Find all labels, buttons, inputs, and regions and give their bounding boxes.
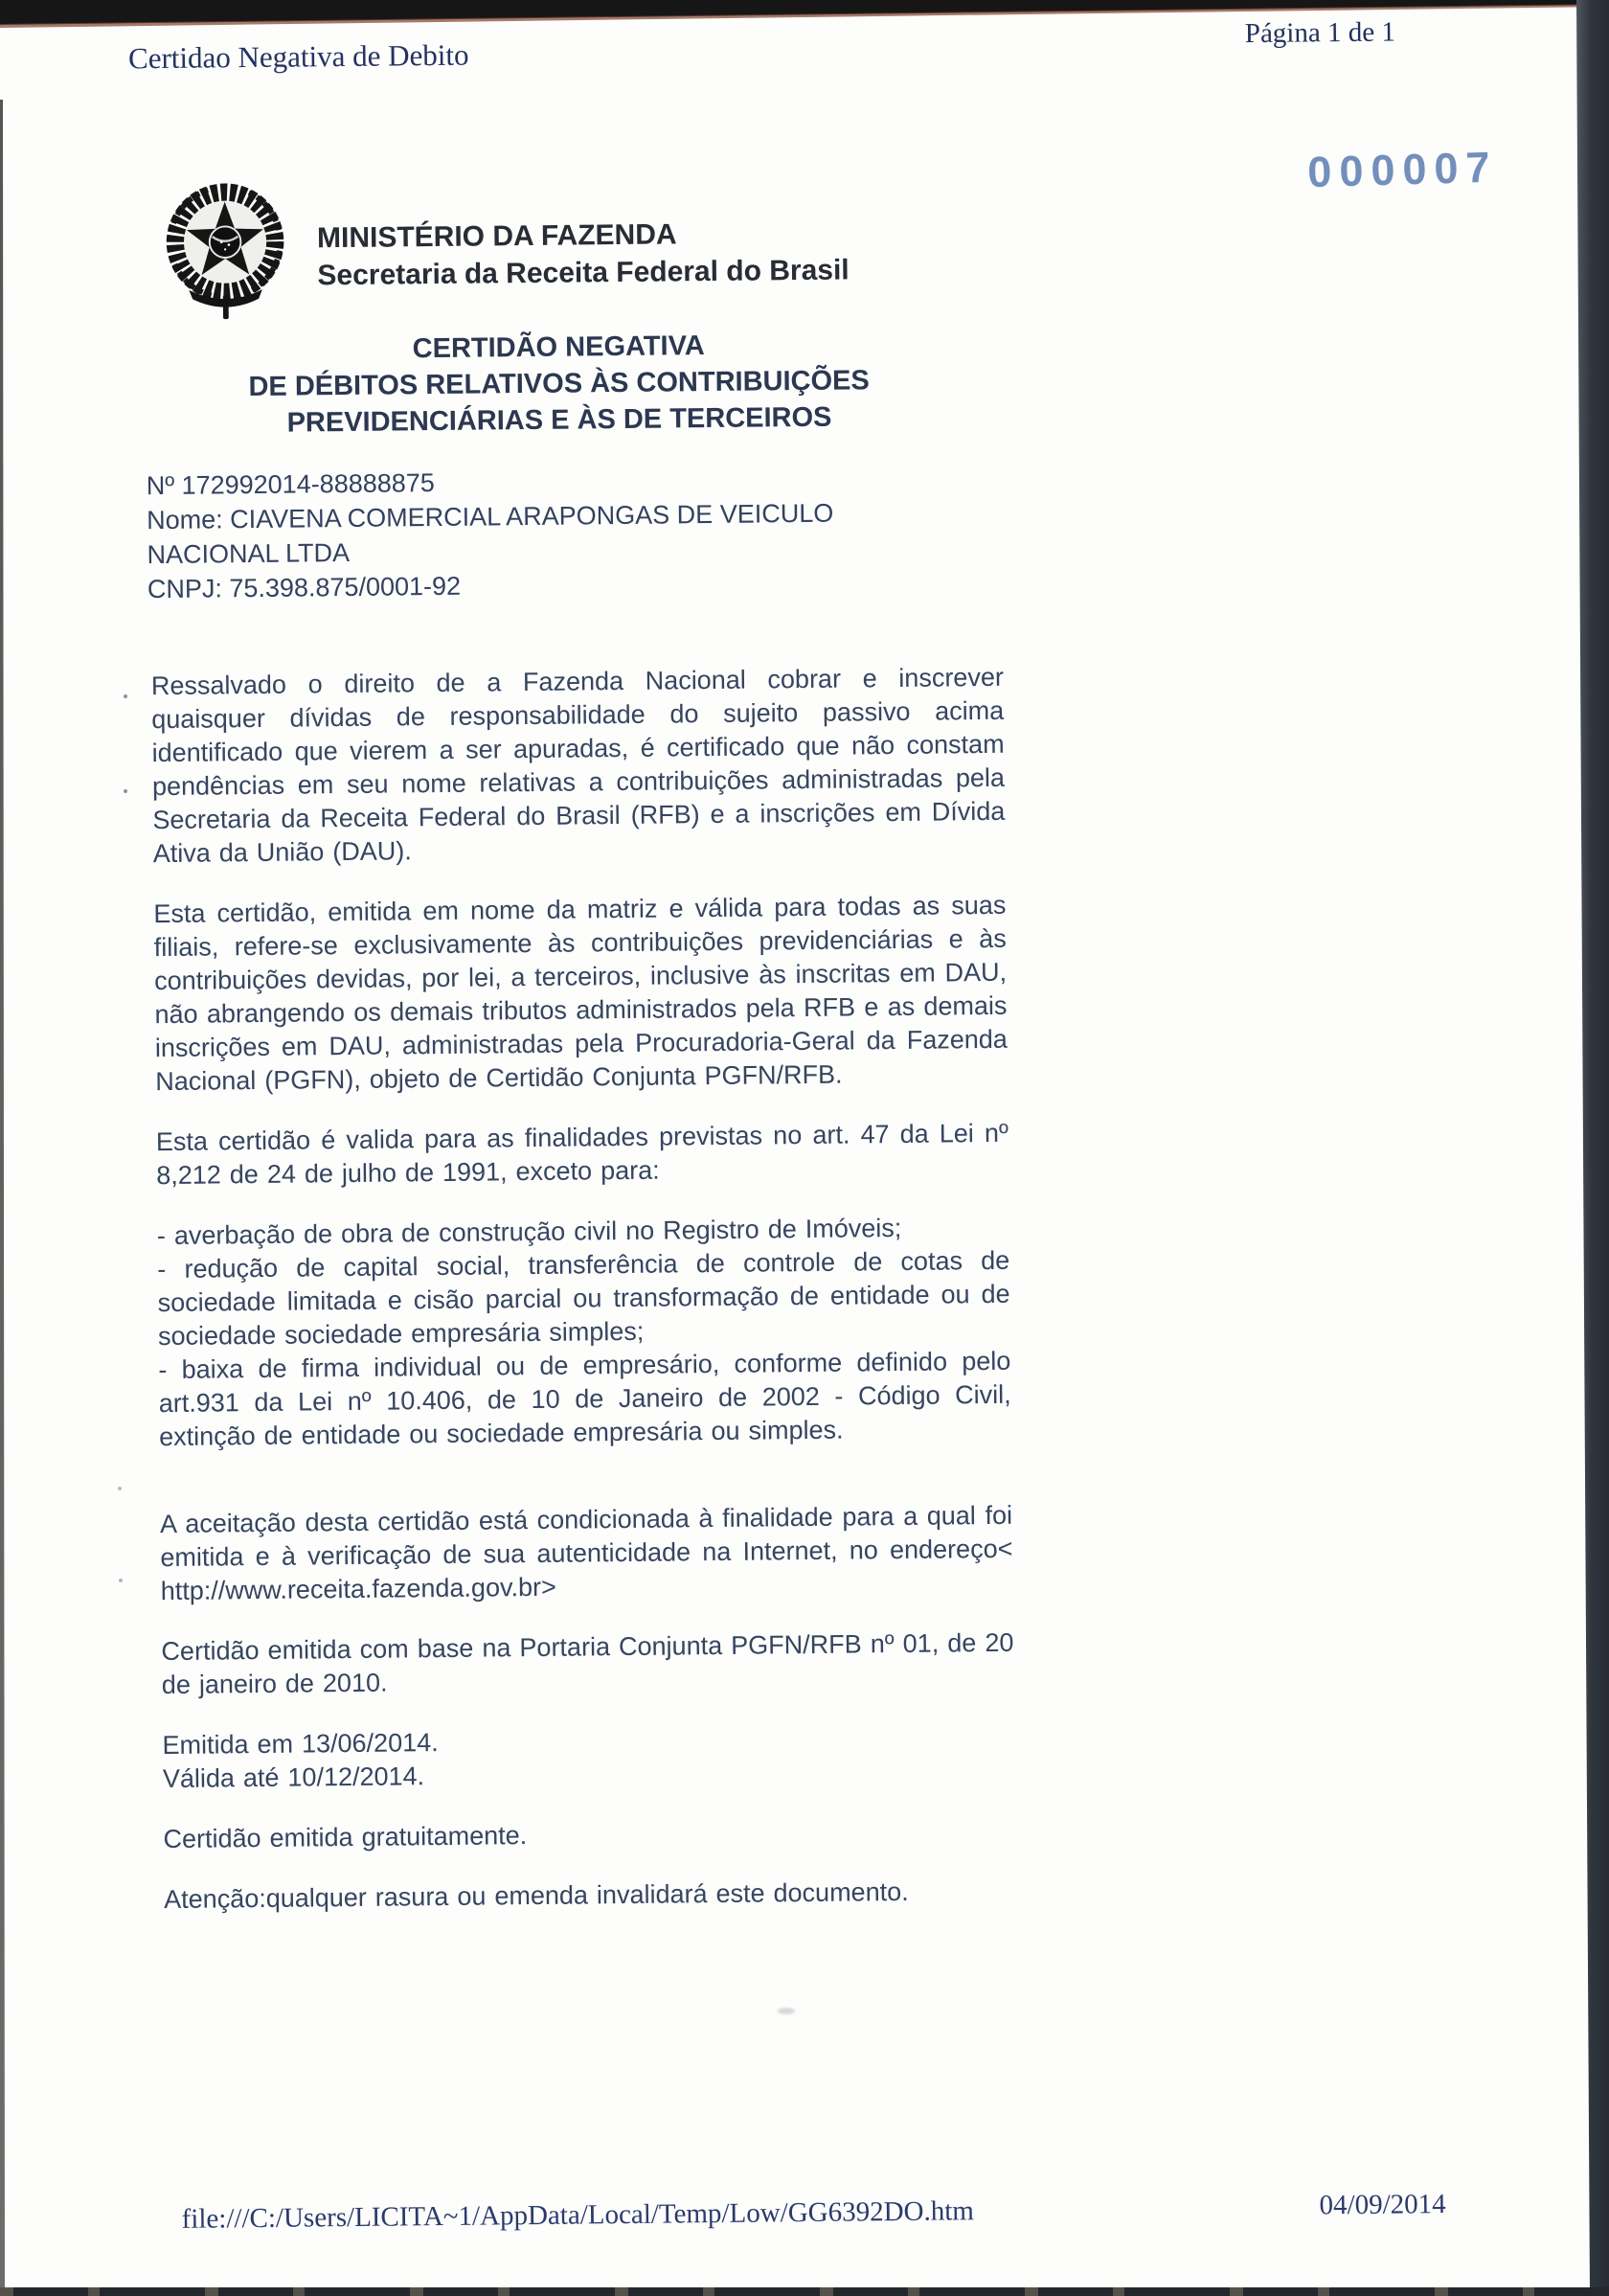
- certificate-title-line2: DE DÉBITOS RELATIVOS ÀS CONTRIBUIÇÕES: [248, 365, 870, 403]
- print-footer-file-url: file:///C:/Users/LICITA~1/AppData/Local/Temp/Low/GG6392DO.htm: [181, 2195, 975, 2235]
- scan-speck: [119, 1579, 123, 1582]
- company-name-line2: NACIONAL LTDA: [147, 537, 351, 570]
- paragraph-matriz: Esta certidão, emitida em nome da matriz e válida para todas as suas filiais, refere-se exclusivamente às contribuições previdenciárias e às contribuições devidas, por lei, a terceiros, inclusive às inscritas em DAU, não abrangendo os demais tributos administrados pela RFB e as demais inscrições em DAU, administradas pela Procuradoria-Geral da Fazenda Nacional (PGFN), objeto de Certidão Conjunta PGFN/RFB.: [153, 890, 1008, 1097]
- certificate-title-line1: CERTIDÃO NEGATIVA: [412, 330, 705, 365]
- scan-speck: [124, 694, 127, 698]
- scan-bottom-edge: [0, 2287, 1609, 2296]
- paragraph-atencao: Atenção:qualquer rasura ou emenda invalidará este documento.: [164, 1876, 909, 1915]
- exceptions-list: [157, 1211, 1012, 1454]
- scan-speck: [124, 789, 127, 793]
- issue-date-line: Emitida em 13/06/2014.: [162, 1728, 439, 1761]
- paragraph-finalidades: Esta certidão é valida para as finalidades previstas no art. 47 da Lei nº 8,212 de 24 de julho de 1991, exceto para:: [155, 1118, 1009, 1191]
- brazil-coat-of-arms-icon: [160, 174, 290, 329]
- company-cnpj: CNPJ: 75.398.875/0001-92: [147, 571, 462, 604]
- certificate-body: [151, 661, 1017, 1944]
- paragraph-aceitacao: A aceitação desta certidão está condicionada à finalidade para a qual foi emitida e à verificação de sua autenticidade na Internet, no endereço< http://www.receita.fazenda.gov.br>: [159, 1500, 1013, 1606]
- company-name-line1: Nome: CIAVENA COMERCIAL ARAPONGAS DE VEICULO: [146, 498, 834, 535]
- print-footer-date: 04/09/2014: [1319, 2189, 1446, 2221]
- paragraph-portaria: Certidão emitida com base na Portaria Conjunta PGFN/RFB nº 01, de 20 de janeiro de 2010.: [161, 1627, 1014, 1700]
- print-header-title: Certidao Negativa de Debito: [127, 37, 469, 76]
- identification-block: [147, 462, 835, 607]
- certificate-number: Nº 172992014-88888875: [146, 468, 436, 501]
- exception-item: - averbação de obra de construção civil no Registro de Imóveis;: [156, 1213, 902, 1251]
- scan-smudge: [778, 2008, 795, 2014]
- certificate-title-line3: PREVIDENCIÁRIAS E ÀS DE TERCEIROS: [286, 401, 832, 439]
- exception-item: - baixa de firma individual ou de empresário, conforme definido pelo art.931 da Lei nº 10.406, de 10 de Janeiro de 2002 - Código Civil, extinção de entidade ou sociedade empresária ou simples.: [158, 1346, 1011, 1452]
- paragraph-gratuita: Certidão emitida gratuitamente.: [163, 1821, 528, 1854]
- paragraph-ressalvado: Ressalvado o direito de a Fazenda Nacional cobrar e inscrever quaisquer dívidas de responsabilidade do sujeito passivo acima identificado que vierem a ser apuradas, é certificado que não constam pendências em seu nome relativas a contribuições administradas pela Secretaria da Receita Federal do Brasil (RFB) e a inscrições em Dívida Ativa da União (DAU).: [150, 662, 1006, 869]
- validity-date-line: Válida até 10/12/2014.: [162, 1762, 425, 1794]
- certificate-title: [135, 325, 983, 443]
- letterhead-ministry: MINISTÉRIO DA FAZENDA: [316, 218, 677, 255]
- letterhead-secretariat: Secretaria da Receita Federal do Brasil: [317, 254, 850, 292]
- scan-speck: [118, 1487, 122, 1490]
- print-header-page-number: Página 1 de 1: [1244, 16, 1396, 50]
- dates-block: [162, 1720, 1015, 1796]
- document-stamp-number: 000007: [1306, 142, 1499, 197]
- exception-item: - redução de capital social, transferência de controle de cotas de sociedade limitada e cisão parcial ou transformação de entidade ou de sociedade sociedade empresária simples;: [157, 1245, 1010, 1352]
